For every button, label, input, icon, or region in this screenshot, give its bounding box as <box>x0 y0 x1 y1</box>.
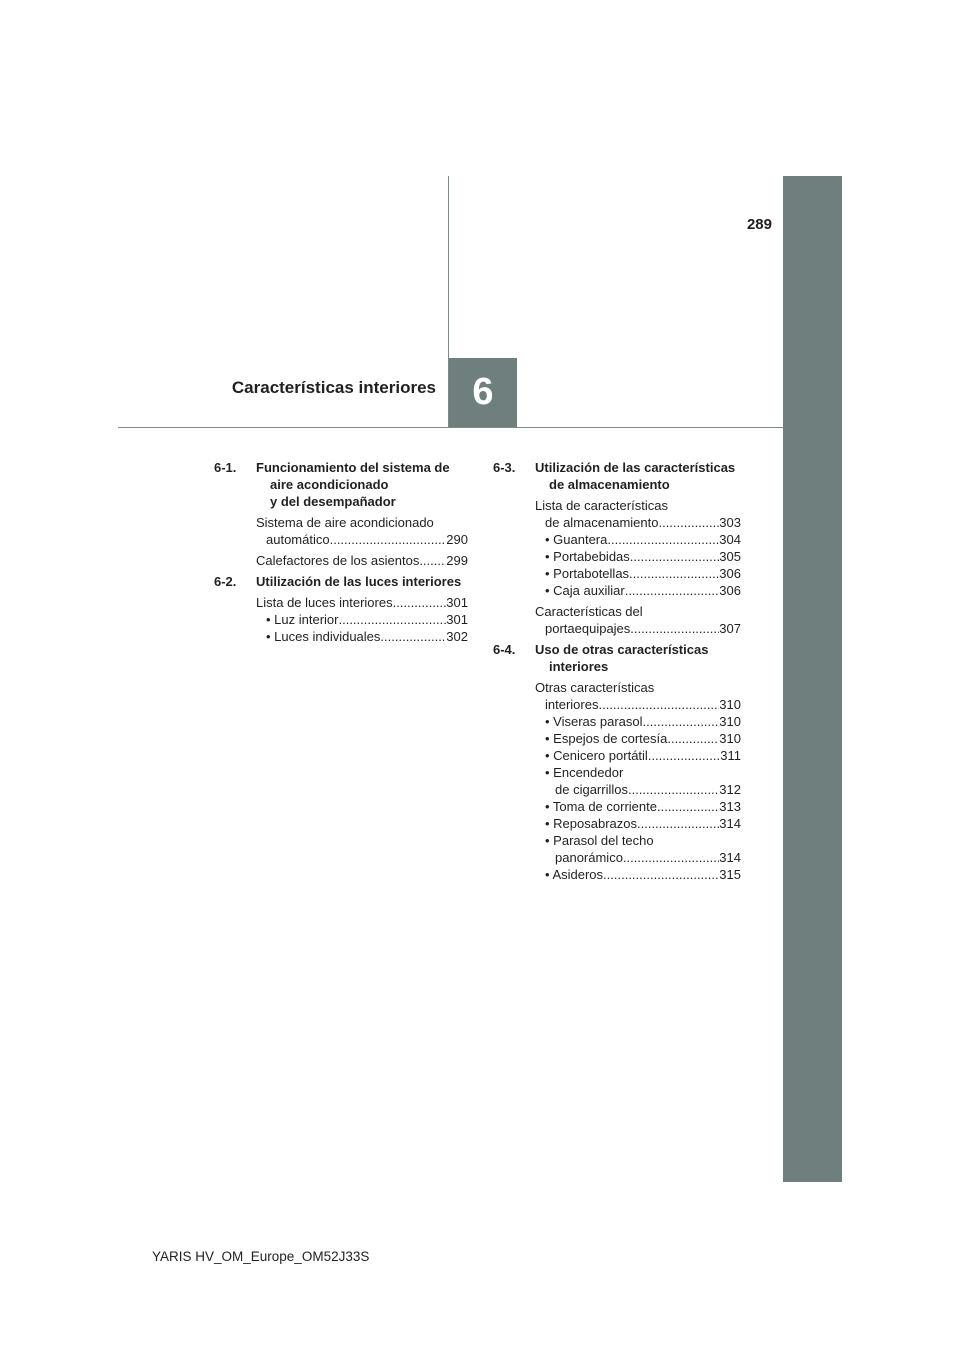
page-ref: 310 <box>719 714 741 729</box>
toc-column-right <box>493 459 741 887</box>
document-footer: YARIS HV_OM_Europe_OM52J33S <box>152 1249 370 1264</box>
page-ref: 310 <box>719 697 741 712</box>
page-ref: 310 <box>719 731 741 746</box>
toc-subentry[interactable]: • Espejos de cortesía ..... 310 <box>545 730 741 747</box>
page-ref: 303 <box>719 515 741 530</box>
toc-subentry[interactable]: • Encendedor de cigarrillos ..... 312 <box>545 764 741 798</box>
header-horizontal-rule <box>118 427 783 428</box>
toc-subentry[interactable]: • Guantera ..... 304 <box>545 531 741 548</box>
page-ref: 301 <box>446 595 468 610</box>
toc-subentry[interactable]: • Parasol del techo panorámico ..... 314 <box>545 832 741 866</box>
section-number: 6-1. <box>214 460 237 475</box>
toc-section-6-3 <box>493 459 741 637</box>
toc-subentry[interactable]: • Toma de corriente ..... 313 <box>545 798 741 815</box>
toc-subentry[interactable]: • Asideros ..... 315 <box>545 866 741 883</box>
toc-subentry[interactable]: • Reposabrazos ..... 314 <box>545 815 741 832</box>
page-ref: 306 <box>719 583 741 598</box>
toc-section-6-1 <box>214 459 468 569</box>
page-ref: 301 <box>446 612 468 627</box>
toc-subentry[interactable]: • Luz interior ..... 301 <box>266 611 468 628</box>
toc-entry[interactable]: Lista de luces interiores ..... 301 <box>256 594 468 611</box>
toc-subentry[interactable]: • Portabebidas ..... 305 <box>545 548 741 565</box>
page-ref: 311 <box>720 748 741 763</box>
page-ref: 305 <box>719 549 741 564</box>
page-ref: 304 <box>719 532 741 547</box>
section-title[interactable]: Uso de otras características interiores <box>535 642 709 674</box>
section-title[interactable]: Utilización de las luces interiores <box>256 574 462 589</box>
toc-section-6-4 <box>493 641 741 883</box>
toc-entry[interactable]: Lista de características de almacenamiento ..... 303 <box>535 497 741 531</box>
toc-entry[interactable]: Sistema de aire acondicionado automático ..... 290 <box>256 514 468 548</box>
chapter-title: Características interiores <box>231 378 436 397</box>
toc-subentry[interactable]: • Cenicero portátil ..... 311 <box>545 747 741 764</box>
section-title[interactable]: Utilización de las características de almacenamiento <box>535 460 736 492</box>
section-number: 6-2. <box>214 574 237 589</box>
page-ref: 315 <box>719 867 741 882</box>
page-ref: 314 <box>719 850 741 865</box>
toc-entry[interactable]: Otras características interiores ..... 310 <box>535 679 741 713</box>
toc-subentry[interactable]: • Portabotellas ..... 306 <box>545 565 741 582</box>
page-ref: 314 <box>719 816 741 831</box>
section-number: 6-4. <box>493 642 516 657</box>
toc-subentry[interactable]: • Luces individuales ..... 302 <box>266 628 468 645</box>
section-title[interactable]: Funcionamiento del sistema de aire acondicionado y del desempañador <box>256 460 450 509</box>
page-ref: 306 <box>719 566 741 581</box>
page-ref: 290 <box>446 532 468 547</box>
chapter-side-tab <box>783 176 842 1182</box>
page-ref: 312 <box>719 782 741 797</box>
page-number: 289 <box>746 216 772 233</box>
toc-entry[interactable]: Características del portaequipajes ..... 307 <box>535 603 741 637</box>
chapter-number-badge: 6 <box>449 358 517 427</box>
toc-subentry[interactable]: • Caja auxiliar ..... 306 <box>545 582 741 599</box>
section-number: 6-3. <box>493 460 516 475</box>
page-ref: 307 <box>719 621 741 636</box>
page-ref: 302 <box>446 629 468 644</box>
toc-column-left <box>214 459 468 649</box>
page-ref: 313 <box>719 799 741 814</box>
page-ref: 299 <box>446 553 468 568</box>
toc-entry[interactable]: Calefactores de los asientos ..... 299 <box>256 552 468 569</box>
toc-section-6-2 <box>214 573 468 645</box>
toc-subentry[interactable]: • Viseras parasol ..... 310 <box>545 713 741 730</box>
